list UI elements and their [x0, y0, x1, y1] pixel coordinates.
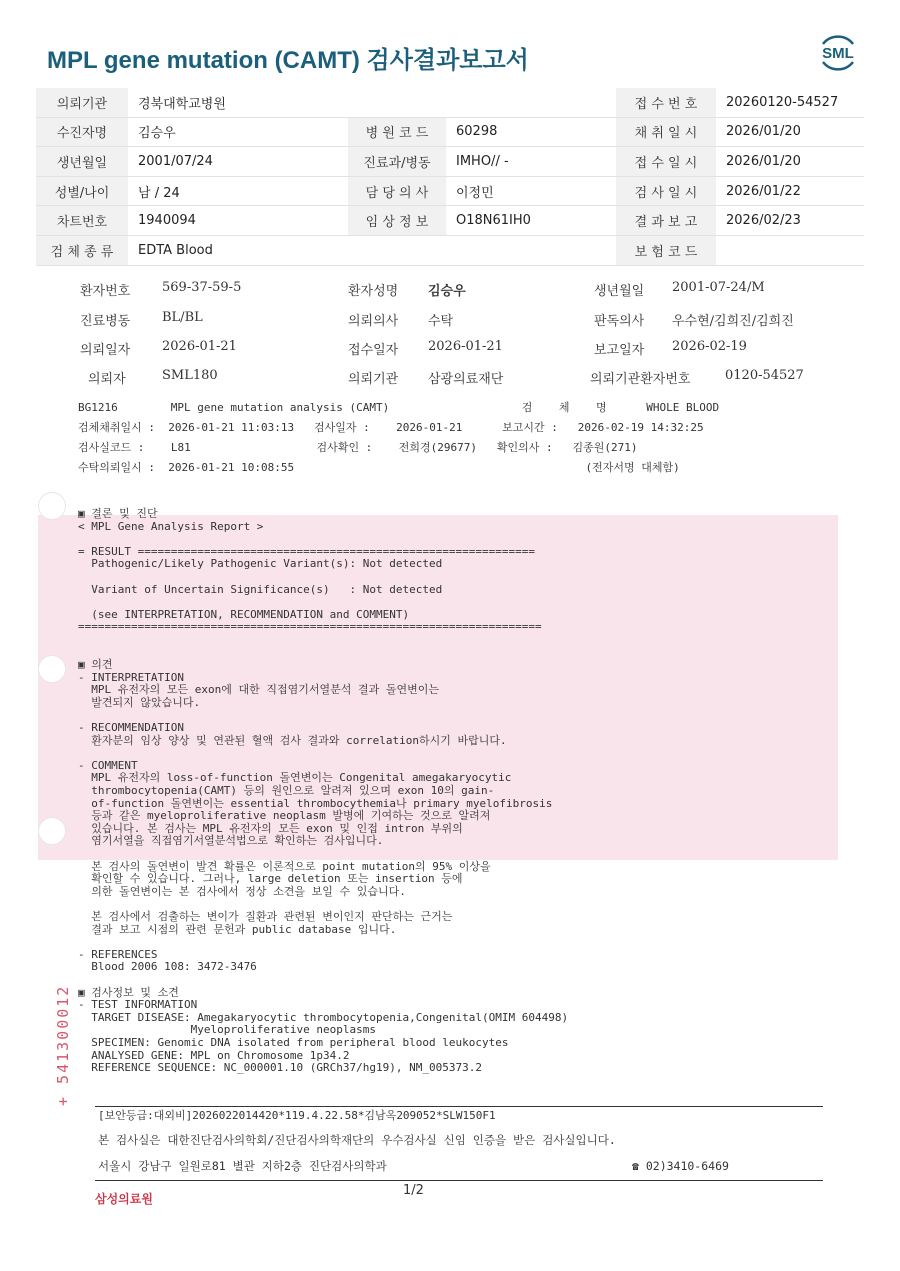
rep-date: 2026-02-19 [672, 339, 747, 354]
requester-label: 의뢰자 [88, 372, 126, 387]
header-value: O18N61IH0 [446, 206, 616, 236]
header-label [348, 88, 446, 117]
reg-no: 569-37-59-5 [162, 280, 242, 295]
header-value: 1940094 [128, 206, 348, 236]
divider [95, 1180, 823, 1181]
test-info-line: 검체채취일시 : 2026-01-21 11:03:13 검사일자 : 2026-01-21 보고시간 : 2026-02-19 14:32:25 [78, 421, 704, 434]
punch-hole [38, 817, 66, 845]
cert-line: 본 검사실은 대한진단검사의학회/진단검사의학재단의 우수검사실 신임 인증을 받은 검사실입니다. [98, 1133, 616, 1147]
name-label: 환자성명 [348, 284, 399, 299]
report-line: = RESULT ============================================================ [78, 544, 535, 558]
punch-hole [38, 492, 66, 520]
header-row [36, 206, 864, 236]
hospital-stamp: 삼성의료원 [95, 1192, 153, 1206]
header-row [36, 88, 864, 117]
report-line [78, 596, 568, 609]
report-body [78, 508, 568, 1075]
report-line: - REFERENCES [78, 947, 158, 961]
header-label: 임 상 정 보 [348, 206, 446, 236]
page-number: 1/2 [403, 1183, 424, 1198]
header-label: 접 수 일 시 [616, 147, 716, 177]
header-label: 결 과 보 고 [616, 206, 716, 236]
report-line [78, 647, 568, 660]
report-line: TARGET DISEASE: Amegakaryocytic thrombocytopenia,Congenital(OMIM 604498) [78, 1010, 569, 1024]
ref-doc-label: 의뢰의사 [348, 314, 399, 329]
header-label: 검 사 일 시 [616, 176, 716, 206]
req-date: 2026-01-21 [162, 339, 237, 354]
header-value: 2026/01/20 [716, 117, 864, 147]
reader-label: 판독의사 [594, 314, 645, 329]
report-line: Variant of Uncertain Significance(s) : Not detected [78, 582, 443, 596]
report-line: of-function 돌연변이는 essential thrombocythemia나 primary myelofibrosis [78, 796, 553, 810]
margin-barcode: + 541300012 [54, 984, 72, 1106]
dob-label: 생년월일 [594, 284, 645, 299]
test-info-line: 검사실코드 : L81 검사확인 : 전희경(29677) 확인의사 : 김종원(271) [78, 441, 638, 454]
report-line: ▣ 의견 [78, 658, 113, 672]
security-line: [보안등급:대외비]2026022014420*119.4.22.58*김남옥209052*SLW150F1 [98, 1109, 496, 1122]
report-line [78, 634, 568, 647]
header-label: 채 취 일 시 [616, 117, 716, 147]
header-value: 2026/02/23 [716, 206, 864, 236]
rcv-date: 2026-01-21 [428, 339, 503, 354]
header-row [36, 117, 864, 147]
reg-no-label: 환자번호 [80, 284, 131, 299]
report-line [78, 571, 568, 584]
report-header-table [36, 88, 864, 266]
header-label: 차트번호 [36, 206, 128, 236]
header-value: 2026/01/22 [716, 176, 864, 206]
header-label: 보 험 코 드 [616, 235, 716, 265]
report-line: (see INTERPRETATION, RECOMMENDATION and COMMENT) [78, 607, 410, 621]
report-line: REFERENCE SEQUENCE: NC_000001.10 (GRCh37/hg19), NM_005373.2 [78, 1061, 482, 1075]
report-line: 결과 보고 시점의 관련 문헌과 public database 입니다. [78, 922, 397, 936]
header-value [446, 235, 616, 265]
report-line: 발견되지 않았습니다. [78, 695, 201, 709]
address: 서울시 강남구 일원로81 별관 지하2층 진단검사의학과 [98, 1159, 387, 1173]
report-line: 있습니다. 본 검사는 MPL 유전자의 모든 exon 및 인접 intron 부위의 [78, 821, 463, 835]
report-line: ANALYSED GENE: MPL on Chromosome 1p34.2 [78, 1048, 350, 1062]
report-line: 염기서열을 직접염기서열분석법으로 확인하는 검사입니다. [78, 834, 384, 848]
sml-logo [815, 30, 861, 76]
req-inst-label: 의뢰기관 [348, 372, 399, 387]
punch-hole [38, 655, 66, 683]
phone: ☎ 02)3410-6469 [632, 1159, 729, 1173]
report-line: ====================================================================== [78, 620, 542, 634]
report-line: ▣ 결론 및 진단 [78, 507, 158, 520]
header-label [348, 235, 446, 265]
report-line: - COMMENT [78, 758, 138, 772]
header-label: 의뢰기관 [36, 88, 128, 117]
report-line [78, 936, 568, 949]
header-row [36, 176, 864, 206]
report-line [78, 533, 568, 546]
header-row [36, 235, 864, 265]
header-value: 남 / 24 [128, 176, 348, 206]
dob: 2001-07-24/M [672, 280, 765, 295]
report-line [78, 848, 568, 861]
report-title: MPL gene mutation (CAMT) 검사결과보고서 [47, 47, 529, 74]
report-line: - INTERPRETATION [78, 670, 184, 684]
report-line [78, 747, 568, 760]
header-value: 이정민 [446, 176, 616, 206]
header-row [36, 147, 864, 177]
header-label: 검 체 종 류 [36, 235, 128, 265]
report-line: 확인할 수 있습니다. 그러나, large deletion 또는 insertion 등에 [78, 872, 463, 886]
divider [95, 1106, 823, 1107]
header-label: 접 수 번 호 [616, 88, 716, 117]
report-line: MPL 유전자의 모든 exon에 대한 직접염기서열분석 결과 돌연변이는 [78, 683, 439, 697]
report-line: - TEST INFORMATION [78, 998, 198, 1012]
header-label: 생년월일 [36, 147, 128, 177]
report-line: thrombocytopenia(CAMT) 등의 원인으로 알려져 있으며 exon 10의 gain- [78, 784, 495, 798]
ward-label: 진료병동 [80, 314, 131, 329]
report-line [78, 974, 568, 987]
ward: BL/BL [162, 310, 203, 325]
header-value: 2026/01/20 [716, 147, 864, 177]
report-line: 본 검사에서 검출하는 변이가 질환과 관련된 변이인지 판단하는 근거는 [78, 910, 453, 923]
patient-name: 김승우 [428, 284, 466, 299]
req-inst: 삼광의료재단 [428, 372, 504, 387]
report-line: 등과 같은 myeloproliferative neoplasm 발병에 기여하는 것으로 알려져 [78, 809, 491, 823]
inst-pt: 0120-54527 [725, 368, 804, 383]
report-line: 본 검사의 돌연변이 발견 확률은 이론적으로 point mutation의 95% 이상을 [78, 859, 491, 873]
header-value: 60298 [446, 117, 616, 147]
inst-pt-label: 의뢰기관환자번호 [590, 372, 691, 387]
reader: 우수현/김희진/김희진 [672, 314, 794, 329]
header-value [716, 235, 864, 265]
header-value: IMHO// - [446, 147, 616, 177]
report-line: Pathogenic/Likely Pathogenic Variant(s): Not detected [78, 557, 443, 571]
header-label: 수진자명 [36, 117, 128, 147]
header-value: 2001/07/24 [128, 147, 348, 177]
rcv-date-label: 접수일자 [348, 343, 399, 358]
header-value: EDTA Blood [128, 235, 348, 265]
report-line: Myeloproliferative neoplasms [78, 1023, 377, 1037]
header-label: 담 당 의 사 [348, 176, 446, 206]
logo-text: SML [822, 45, 854, 62]
header-value [446, 88, 616, 117]
header-value: 경북대학교병원 [128, 88, 348, 117]
header-value: 20260120-54527 [716, 88, 864, 117]
report-line: < MPL Gene Analysis Report > [78, 519, 264, 533]
test-info-line: 수탁의뢰일시 : 2026-01-21 10:08:55 (전자서명 대체함) [78, 461, 680, 474]
header-label: 성별/나이 [36, 176, 128, 206]
ref-doc: 수탁 [428, 314, 454, 329]
report-line: ▣ 검사정보 및 소견 [78, 985, 179, 999]
header-label: 병 원 코 드 [348, 117, 446, 147]
req-date-label: 의뢰일자 [80, 343, 131, 358]
header-value: 김승우 [128, 117, 348, 147]
rep-date-label: 보고일자 [594, 343, 645, 358]
test-info-line: BG1216 MPL gene mutation analysis (CAMT) 검 체 명 WHOLE BLOOD [78, 401, 720, 414]
report-line: - RECOMMENDATION [78, 721, 184, 735]
requester: SML180 [162, 368, 218, 383]
report-line: 의한 돌연변이는 본 검사에서 정상 소견을 보일 수 있습니다. [78, 884, 406, 898]
report-line: Blood 2006 108: 3472-3476 [78, 960, 257, 974]
header-label: 진료과/병동 [348, 147, 446, 177]
report-line: 환자분의 임상 양상 및 연관된 혈액 검사 결과와 correlation하시기 바랍니다. [78, 733, 507, 747]
test-info-block [78, 398, 719, 478]
report-line: SPECIMEN: Genomic DNA isolated from peripheral blood leukocytes [78, 1035, 509, 1049]
report-line: MPL 유전자의 loss-of-function 돌연변이는 Congenital amegakaryocytic [78, 771, 512, 785]
